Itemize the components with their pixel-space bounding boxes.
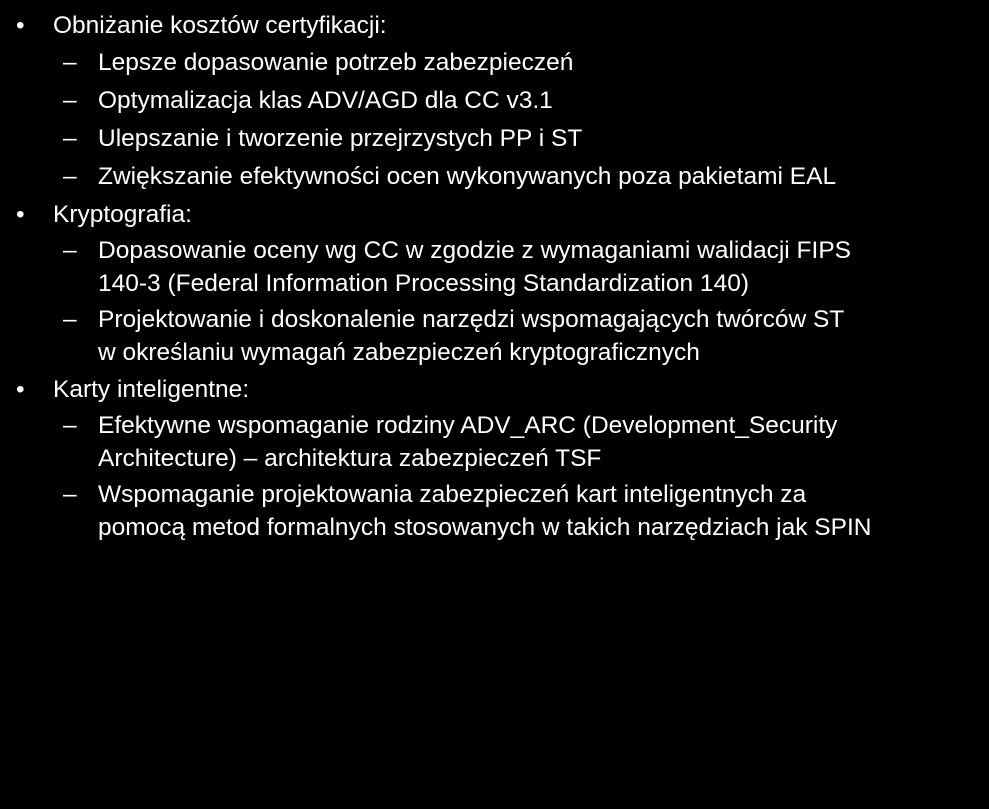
dash-marker: – — [63, 412, 77, 439]
sub-bullet-text: Zwiększanie efektywności ocen wykonywanych poza pakietami EAL — [98, 163, 837, 190]
bullet-heading: Karty inteligentne: — [53, 376, 250, 403]
sub-bullet-text: Lepsze dopasowanie potrzeb zabezpieczeń — [98, 49, 574, 76]
sub-bullet-text: Ulepszanie i tworzenie przejrzystych PP i ST — [98, 125, 583, 152]
dash-marker: – — [63, 237, 77, 264]
sub-bullet-item — [0, 83, 989, 118]
dash-marker: – — [63, 163, 77, 190]
sub-bullet-text-line: Projektowanie i doskonalenie narzędzi wspomagających twórców ST — [98, 306, 845, 333]
sub-bullet-item — [0, 303, 989, 369]
bullet-heading: Kryptografia: — [53, 201, 192, 228]
bullet-marker: • — [16, 12, 25, 39]
sub-bullet-text: Optymalizacja klas ADV/AGD dla CC v3.1 — [98, 87, 553, 114]
sub-bullet-text-line: w określaniu wymagań zabezpieczeń kryptograficznych — [98, 339, 700, 366]
sub-bullet-item — [0, 409, 989, 475]
dash-marker: – — [63, 481, 77, 508]
dash-marker: – — [63, 306, 77, 333]
sub-bullet-text-line: Architecture) – architektura zabezpieczeń TSF — [98, 445, 602, 472]
bullet-marker: • — [16, 201, 25, 228]
sub-bullet-text-line: 140-3 (Federal Information Processing Standardization 140) — [98, 270, 749, 297]
sub-bullet-item — [0, 121, 989, 156]
dash-marker: – — [63, 87, 77, 114]
bullet-item — [0, 197, 989, 232]
sub-bullet-item — [0, 159, 989, 194]
sub-bullet-item — [0, 45, 989, 80]
dash-marker: – — [63, 125, 77, 152]
bullet-marker: • — [16, 376, 25, 403]
dash-marker: – — [63, 49, 77, 76]
sub-bullet-text-line: Wspomaganie projektowania zabezpieczeń kart inteligentnych za — [98, 481, 807, 508]
sub-bullet-item — [0, 478, 989, 544]
bullet-item — [0, 8, 989, 43]
sub-bullet-text-line: pomocą metod formalnych stosowanych w takich narzędziach jak SPIN — [98, 514, 872, 541]
bullet-heading: Obniżanie kosztów certyfikacji: — [53, 12, 387, 39]
sub-bullet-text-line: Efektywne wspomaganie rodziny ADV_ARC (Development_Security — [98, 412, 838, 439]
sub-bullet-item — [0, 234, 989, 300]
sub-bullet-text-line: Dopasowanie oceny wg CC w zgodzie z wymaganiami walidacji FIPS — [98, 237, 852, 264]
slide-content — [0, 8, 989, 544]
bullet-item — [0, 372, 989, 407]
